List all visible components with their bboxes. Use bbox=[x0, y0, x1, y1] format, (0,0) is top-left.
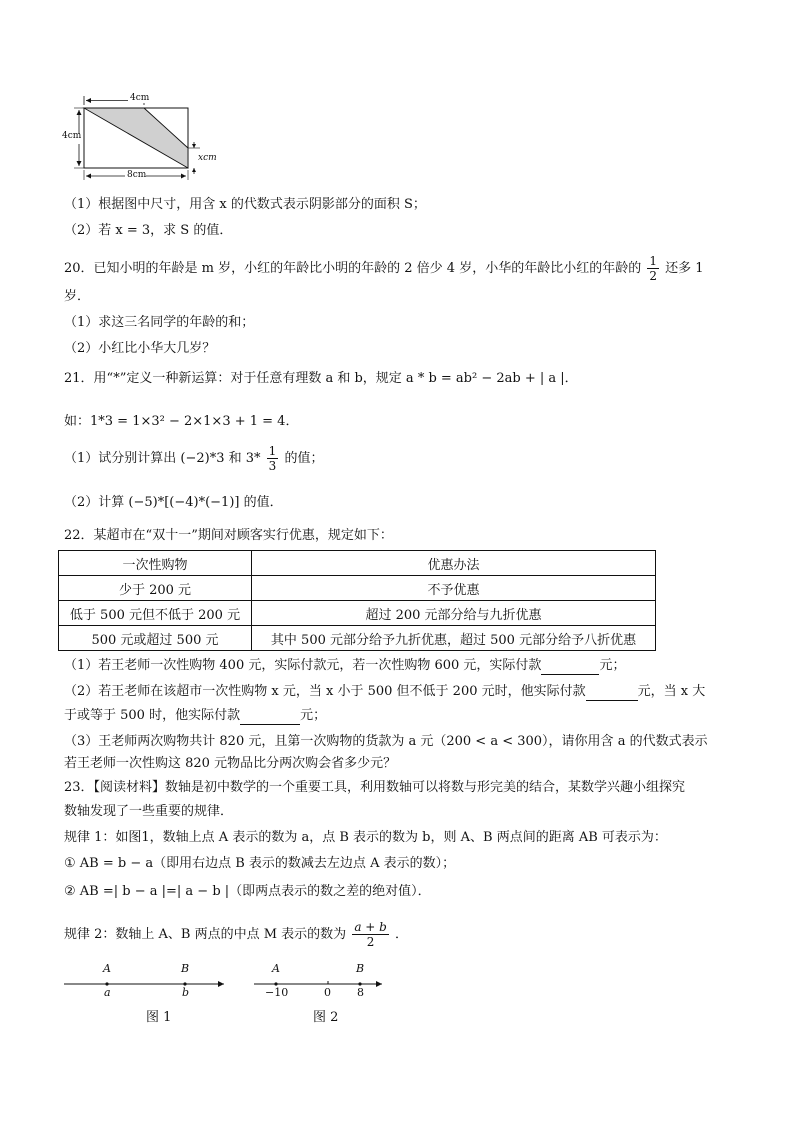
q20-fraction bbox=[647, 254, 659, 283]
q21-fraction bbox=[267, 444, 279, 473]
label-bottom-width: 8cm bbox=[127, 170, 147, 180]
value-a-label: a bbox=[104, 986, 111, 999]
q22-part2-line2 bbox=[64, 707, 326, 725]
q23-rule2-a: 规律 2：数轴上 A、B 两点的中点 M 表示的数为 bbox=[64, 927, 347, 942]
table-cell: 其中 500 元部分给予九折优惠，超过 500 元部分给予八折优惠 bbox=[252, 626, 656, 651]
figure-1-caption: 图 1 bbox=[146, 1010, 172, 1025]
answer-blank[interactable] bbox=[586, 686, 638, 701]
q22-part1-a: （1）若王老师一次性购物 400 元，实际付款元，若一次性购物 600 元，实际付款 bbox=[64, 658, 542, 673]
label-top-width: 4cm bbox=[130, 93, 150, 103]
label-right-x: xcm bbox=[198, 153, 217, 163]
q23-line1: 23．【阅读材料】数轴是初中数学的一个重要工具，利用数轴可以将数与形完美的结合，某数学兴趣小组探究 bbox=[64, 780, 686, 795]
q21-stem: 21．用“*”定义一种新运算：对于任意有理数 a 和 b，规定 a * b = ab² − 2ab + | a |． bbox=[64, 371, 578, 386]
fraction-denominator: 2 bbox=[649, 269, 657, 283]
q22-part2-b: 元，当 x 大 bbox=[637, 684, 706, 699]
q23-rule2-b: ． bbox=[395, 927, 409, 942]
point-A-label: A bbox=[103, 962, 111, 975]
q20-stem-b: 还多 1 bbox=[665, 261, 704, 276]
table-row bbox=[59, 601, 656, 626]
figure-2-caption: 图 2 bbox=[313, 1010, 339, 1025]
q20-part2: （2）小红比小华大几岁？ bbox=[64, 341, 216, 356]
point-A-label: A bbox=[272, 962, 280, 975]
q21-part2: （2）计算 (−5)*[(−4)*(−1)] 的值． bbox=[64, 495, 283, 510]
table-cell: 500 元或超过 500 元 bbox=[59, 626, 252, 651]
q21-part1-a: （1）试分别计算出 (−2)*3 和 3* bbox=[64, 451, 261, 466]
tick-label: 0 bbox=[324, 986, 331, 999]
q23-rule1-b: ② AB =| b − a |=| a − b |（即两点表示的数之差的绝对值）． bbox=[64, 884, 431, 899]
table-header: 一次性购物 bbox=[59, 551, 252, 576]
q22-part2-c: 于或等于 500 时，他实际付款 bbox=[64, 708, 241, 723]
q22-part3-line1: （3）王老师两次购物共计 820 元，且第一次购物的货款为 a 元（200 < a < 300），请你用含 a 的代数式表示 bbox=[64, 734, 708, 749]
q23-fraction bbox=[352, 920, 389, 949]
q20-stem-a: 20．已知小明的年龄是 m 岁，小红的年龄比小明的年龄的 2 倍少 4 岁，小华的年龄比小红的年龄的 bbox=[64, 261, 642, 276]
table-header: 优惠办法 bbox=[252, 551, 656, 576]
q22-stem: 22．某超市在“双十一”期间对顾客实行优惠，规定如下： bbox=[64, 528, 393, 543]
answer-blank[interactable] bbox=[240, 710, 300, 725]
label-left-height: 4cm bbox=[62, 131, 82, 141]
answer-blank[interactable] bbox=[541, 660, 599, 675]
point-B-label: B bbox=[356, 962, 365, 975]
q23-line2: 数轴发现了一些重要的规律． bbox=[64, 804, 234, 819]
q22-part2-d: 元； bbox=[300, 708, 327, 723]
tick-label: −10 bbox=[265, 986, 289, 999]
value-b-label: b bbox=[182, 986, 190, 999]
table-row bbox=[59, 576, 656, 601]
fraction-numerator: 1 bbox=[268, 444, 277, 458]
q22-part3-line2: 若王老师一次性购这 820 元物品比分两次购会省多少元？ bbox=[64, 756, 397, 771]
table-cell: 少于 200 元 bbox=[59, 576, 252, 601]
number-line-1 bbox=[64, 978, 234, 990]
discount-table bbox=[58, 550, 656, 651]
q23-rule2 bbox=[64, 920, 408, 950]
q19-part2: （2）若 x = 3，求 S 的值． bbox=[64, 223, 233, 238]
q23-rule1: 规律 1：如图1，数轴上点 A 表示的数为 a，点 B 表示的数为 b，则 A、B 两点间的距离 AB 可表示为： bbox=[64, 830, 667, 845]
q21-part1-b: 的值； bbox=[284, 451, 324, 466]
q21-example: 如：1*3 = 1×3² − 2×1×3 + 1 = 4． bbox=[64, 414, 299, 429]
fraction-numerator: a + b bbox=[354, 920, 387, 934]
q20-part1: （1）求这三名同学的年龄的和； bbox=[64, 315, 255, 330]
fraction-denominator: 2 bbox=[366, 935, 375, 949]
point-B-label: B bbox=[181, 962, 190, 975]
table-cell: 不予优惠 bbox=[252, 576, 656, 601]
q22-part2-a: （2）若王老师在该超市一次性购物 x 元，当 x 小于 500 但不低于 200 元时，他实际付款 bbox=[64, 684, 586, 699]
fraction-numerator: 1 bbox=[649, 254, 657, 268]
fraction-denominator: 3 bbox=[268, 459, 277, 473]
q22-part1 bbox=[64, 657, 625, 675]
q20-stem-line1 bbox=[64, 254, 704, 283]
q21-part1 bbox=[64, 444, 323, 474]
q22-part1-b: 元； bbox=[599, 658, 626, 673]
table-cell: 低于 500 元但不低于 200 元 bbox=[59, 601, 252, 626]
table-header-row bbox=[59, 551, 656, 576]
q20-stem-line2: 岁． bbox=[64, 289, 91, 304]
q22-part2-line1 bbox=[64, 683, 705, 701]
q23-rule1-a: ① AB = b − a（即用右边点 B 表示的数减去左边点 A 表示的数）； bbox=[64, 856, 456, 871]
table-row bbox=[59, 626, 656, 651]
q19-part1: （1）根据图中尺寸，用含 x 的代数式表示阴影部分的面积 S； bbox=[64, 197, 426, 212]
tick-label: 8 bbox=[357, 986, 364, 999]
table-cell: 超过 200 元部分给与九折优惠 bbox=[252, 601, 656, 626]
